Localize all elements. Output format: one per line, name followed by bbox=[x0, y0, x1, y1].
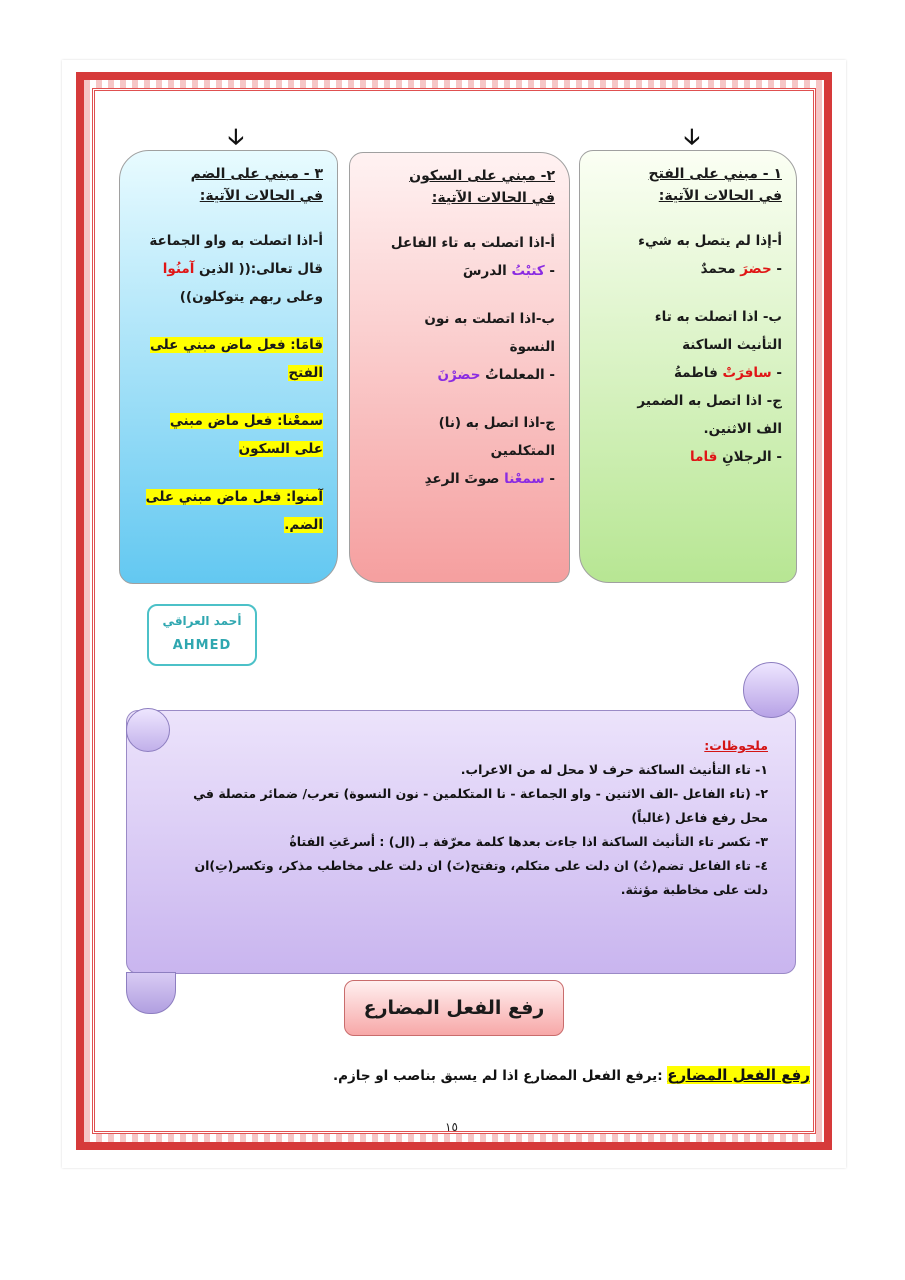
example-verb: سمعْنا bbox=[504, 471, 545, 487]
highlighted-text: الفتح bbox=[288, 365, 323, 381]
line-gap bbox=[360, 285, 555, 305]
line-gap bbox=[360, 389, 555, 409]
card-subtitle: في الحالات الآتية: bbox=[199, 188, 323, 204]
card-line bbox=[130, 331, 323, 359]
card-line bbox=[130, 511, 323, 539]
card-line: - سافرَتْ فاطمةُ bbox=[673, 365, 782, 381]
card-fatha bbox=[579, 150, 797, 583]
card-line: ب- اذا اتصلت به تاء bbox=[654, 309, 782, 325]
card-title: ٢- مبني على السكون bbox=[409, 168, 555, 184]
card-lines bbox=[130, 227, 323, 539]
example-verb: سافرَتْ bbox=[722, 365, 772, 381]
card-title: ٣ - مبني على الضم bbox=[190, 166, 323, 182]
card-line: النسوة bbox=[509, 339, 555, 355]
line-gap bbox=[130, 387, 323, 407]
card-line: - كتبْتُ الدرسَ bbox=[462, 263, 555, 279]
section-banner: رفع الفعل المضارع bbox=[344, 980, 564, 1036]
line-gap bbox=[130, 463, 323, 483]
scroll-curl-icon bbox=[126, 708, 170, 752]
card-line bbox=[130, 435, 323, 463]
card-line bbox=[130, 407, 323, 435]
scroll-curl-icon bbox=[743, 662, 799, 718]
stamp-arabic: أحمد العراقي bbox=[162, 614, 242, 628]
notes bbox=[178, 734, 768, 902]
card-subtitle: في الحالات الآتية: bbox=[658, 188, 782, 204]
card-line: - الرجلانِ قاما bbox=[690, 449, 782, 465]
card-lines bbox=[590, 227, 782, 471]
page-number: ١٥ bbox=[445, 1120, 458, 1134]
highlighted-text: قامَا: فعل ماض مبني على bbox=[149, 337, 323, 353]
card-line: الف الاثنين. bbox=[703, 421, 782, 437]
card-line bbox=[130, 359, 323, 387]
card-title: ١ - مبني على الفتح bbox=[648, 166, 782, 182]
card-lines bbox=[360, 229, 555, 493]
down-arrow-icon: 🡣 bbox=[684, 125, 700, 150]
card-line: أ-إذا لم يتصل به شيء bbox=[638, 233, 782, 249]
note-item: ٤- تاء الفاعل تضم(تُ) ان دلت على متكلم، وتفتح(تَ) ان دلت على مخاطب مذكر، وتكسر(تِ)ان دلت على مخاطبة مؤنثة. bbox=[194, 858, 768, 897]
rule-line bbox=[290, 1066, 810, 1084]
highlighted-text: على السكون bbox=[238, 441, 323, 457]
example-verb: آمنُوا bbox=[162, 261, 195, 277]
card-line: ب-اذا اتصلت به نون bbox=[424, 311, 555, 327]
card-line: المتكلمين bbox=[490, 443, 555, 459]
example-verb: قاما bbox=[690, 449, 718, 465]
card-line: أ-اذا اتصلت به واو الجماعة bbox=[149, 233, 323, 249]
down-arrow-icon: 🡣 bbox=[228, 125, 244, 150]
example-verb: حضرْنَ bbox=[437, 367, 481, 383]
card-line: - المعلماتُ حضرْنَ bbox=[437, 367, 555, 383]
example-verb: حضرَ bbox=[740, 261, 772, 277]
highlighted-text: سمعْنا: فعل ماض مبني bbox=[169, 413, 323, 429]
example-verb: كتبْتُ bbox=[511, 263, 545, 279]
line-gap bbox=[130, 311, 323, 331]
highlighted-text: الضم. bbox=[284, 517, 323, 533]
card-line: - حضرَ محمدٌ bbox=[700, 261, 782, 277]
card-line: وعلى ربهم يتوكلون)) bbox=[179, 289, 323, 305]
card-sukun bbox=[349, 152, 570, 583]
card-line: قال تعالى:(( الذين آمنُوا bbox=[162, 261, 323, 277]
line-gap bbox=[590, 283, 782, 303]
note-item: ١- تاء التأنيث الساكنة حرف لا محل له من الاعراب. bbox=[460, 762, 768, 777]
rule-key: رفع الفعل المضارع bbox=[667, 1066, 810, 1084]
card-line: - سمعْنا صوتَ الرعدِ bbox=[424, 471, 555, 487]
card-line: أ-اذا اتصلت به تاء الفاعل bbox=[390, 235, 555, 251]
note-item: ٣- تكسر تاء التأنيث الساكنة اذا جاءت بعدها كلمة معرّفة بـ (ال) : أسرعَتِ الفتاةُ bbox=[289, 834, 768, 849]
author-stamp bbox=[147, 604, 257, 666]
note-item: ٢- (تاء الفاعل -الف الاثنين - واو الجماعة - نا المتكلمين - نون النسوة) تعرب/ ضمائر متصلة في محل رفع فاعل (غالباً) bbox=[193, 786, 768, 825]
card-line: ج- اذا اتصل به الضمير bbox=[637, 393, 782, 409]
notes-heading: ملحوظات: bbox=[704, 738, 768, 753]
stamp-english: AHMED bbox=[172, 638, 232, 653]
card-line: ج-اذا اتصل به (نا) bbox=[438, 415, 555, 431]
highlighted-text: آمنوا: فعل ماض مبني على bbox=[145, 489, 323, 505]
card-subtitle: في الحالات الآتية: bbox=[431, 190, 555, 206]
card-damma bbox=[119, 150, 338, 584]
card-line bbox=[130, 483, 323, 511]
rule-text: :يرفع الفعل المضارع اذا لم يسبق بناصب او جازم. bbox=[332, 1068, 668, 1084]
card-line: التأنيث الساكنة bbox=[682, 337, 782, 353]
